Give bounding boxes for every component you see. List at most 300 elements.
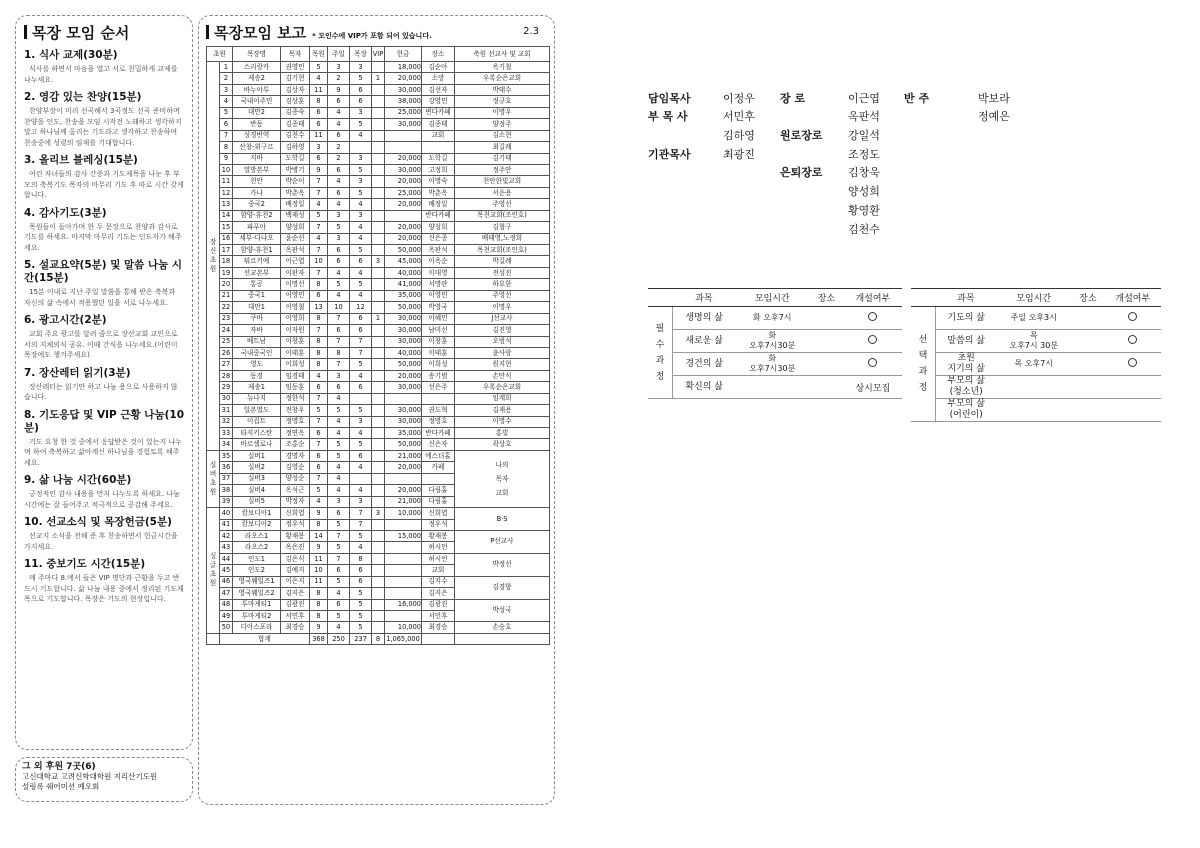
officer-name: 조정도 (848, 148, 880, 161)
report-cell: 23 (220, 313, 233, 324)
report-cell: 4 (328, 176, 350, 187)
report-cell (372, 576, 385, 587)
course-subject: 생명의 삶 (673, 307, 736, 330)
report-cell: 오범석 (455, 336, 550, 347)
officer-name: 옥판석 (848, 110, 880, 123)
report-total-row (207, 633, 550, 644)
report-cell: 교회 (422, 565, 455, 576)
report-cell: 37 (220, 473, 233, 484)
report-cell: 박순이 (281, 176, 310, 187)
role-label: 원로장로 (780, 129, 823, 142)
order-section (24, 409, 184, 469)
course-place (1071, 307, 1104, 330)
report-cell: 30,000 (385, 405, 422, 416)
report-cell: 곽상호 (455, 439, 550, 450)
report-table (206, 46, 550, 645)
report-cell: 실버2 (233, 462, 281, 473)
report-cell: 34 (220, 439, 233, 450)
report-cell: 통공 (233, 279, 281, 290)
report-cell: 천안 (233, 176, 281, 187)
report-cell: 정주안 (455, 164, 550, 175)
report-cell: 38,000 (385, 96, 422, 107)
report-cell: 반다카페 (422, 210, 455, 221)
report-cell: 캄보디아2 (233, 519, 281, 530)
report-cell (372, 611, 385, 622)
report-cell: 중국1 (233, 290, 281, 301)
report-cell: 김지은 (422, 588, 455, 599)
report-cell (372, 245, 385, 256)
total-cell: 368 (310, 633, 328, 644)
report-cell: 10,000 (385, 508, 422, 519)
report-row (207, 347, 550, 358)
report-cell: 48 (220, 599, 233, 610)
report-cell: 김지은 (281, 588, 310, 599)
report-cell: 신희엽 (422, 508, 455, 519)
course-time (735, 376, 809, 399)
course-open-status (1105, 307, 1161, 330)
open-circle-icon (1128, 358, 1137, 367)
report-cell: 이명우 (455, 107, 550, 118)
report-row (207, 370, 550, 381)
report-cell: 옥판석 (281, 245, 310, 256)
report-cell: 30,000 (385, 164, 422, 175)
report-row (207, 553, 550, 564)
report-cell: 실버1 (233, 450, 281, 461)
course-place (809, 353, 844, 376)
report-row (207, 130, 550, 141)
course-time: 화 오후7시30분 (735, 353, 809, 376)
report-cell: 김은식 (281, 553, 310, 564)
sponsor-line: 고신대학교 고려신학대학원 지리산기도원 (22, 772, 158, 781)
report-cell: 11 (310, 130, 328, 141)
course-time: 목 오후7시 (996, 353, 1071, 376)
report-cell: 5 (350, 588, 372, 599)
report-cell: 3 (350, 62, 372, 73)
report-cell: 손만식 (455, 370, 550, 381)
course-row (911, 399, 1161, 422)
report-cell: 이태훈 (422, 347, 455, 358)
report-cell: 5 (328, 611, 350, 622)
report-row (207, 450, 550, 461)
report-row (207, 62, 550, 73)
report-cell: 4 (310, 370, 328, 381)
course-row (911, 330, 1161, 353)
report-cell: 25 (220, 336, 233, 347)
report-cell: 6 (328, 245, 350, 256)
report-cell: 3 (328, 233, 350, 244)
report-cell: 3 (372, 256, 385, 267)
report-cell: 35 (220, 450, 233, 461)
sponsor-line: 설링록 쉐어미션 예오회 (22, 782, 100, 791)
order-section (24, 516, 184, 552)
report-cell: 18 (220, 256, 233, 267)
report-cell: 38 (220, 485, 233, 496)
course-open-status (1105, 330, 1161, 353)
course-subject: 경건의 삶 (673, 353, 736, 376)
report-cell: 교회 (422, 130, 455, 141)
report-cell: 함양-휴천1 (233, 245, 281, 256)
order-section-heading: 7. 장산레터 읽기(3분) (24, 366, 131, 379)
zone-label: 실 버 초 원 (207, 450, 220, 507)
report-cell: 열방본부 (233, 164, 281, 175)
course-subject: 부모의 삶 (청소년) (936, 376, 997, 399)
report-cell: 스리랑카 (233, 62, 281, 73)
report-cell: 4 (350, 485, 372, 496)
report-panel (198, 15, 555, 805)
course-place (1071, 399, 1104, 422)
report-cell: 7 (328, 553, 350, 564)
report-cell: 4 (310, 199, 328, 210)
report-cell: 22 (220, 302, 233, 313)
course-time (996, 376, 1071, 399)
report-cell: 박정선 (455, 553, 550, 576)
report-cell: 도학길 (422, 153, 455, 164)
report-cell: 5 (328, 542, 350, 553)
report-cell: 20,000 (385, 222, 422, 233)
report-cell: 박병기 (281, 164, 310, 175)
report-cell: 서민후 (281, 611, 310, 622)
open-circle-icon (1128, 335, 1137, 344)
report-cell: 6 (350, 96, 372, 107)
report-cell: 11 (310, 84, 328, 95)
report-cell: 일본열도 (233, 405, 281, 416)
report-row (207, 73, 550, 84)
report-header-cell: 축원 선교사 및 교회 (455, 47, 550, 62)
course-time: 화 오후7시 (735, 307, 809, 330)
order-section-body: 어린 자녀들의 감사 간증과 기도제목을 나눈 후 부모의 축복기도 목자의 마무리 기도 후 따로 시간 갖게 합니다. (24, 170, 184, 199)
report-cell: 6 (350, 325, 372, 336)
report-cell: 에스더홀 (422, 450, 455, 461)
report-cell: 정우석 (281, 519, 310, 530)
report-cell: 45 (220, 565, 233, 576)
report-cell: 타지키스탄 (233, 428, 281, 439)
report-cell: 4 (310, 496, 328, 507)
report-cell: 배정일 (422, 199, 455, 210)
report-cell: 4 (328, 428, 350, 439)
report-row (207, 508, 550, 519)
officer-name: 김천수 (848, 223, 880, 236)
course-row (911, 307, 1161, 330)
report-header-cell: 목자 (281, 47, 310, 62)
report-cell: 4 (220, 96, 233, 107)
report-cell: 도학길 (281, 153, 310, 164)
report-cell: 8 (328, 347, 350, 358)
course-group-label: 필 수 과 정 (648, 307, 673, 399)
report-cell (372, 107, 385, 118)
officer-name: 박보라 (978, 92, 1010, 105)
report-cell: 5 (328, 519, 350, 530)
report-cell: 실버4 (233, 485, 281, 496)
report-cell: 허시언 (422, 553, 455, 564)
report-cell: 신희엽 (281, 508, 310, 519)
open-circle-icon (868, 335, 877, 344)
report-cell (372, 359, 385, 370)
report-cell: 41 (220, 519, 233, 530)
report-cell (372, 199, 385, 210)
report-cell: 20,000 (385, 233, 422, 244)
zone-label: 싱 글 초 원 (207, 508, 220, 634)
report-cell: 30,000 (385, 382, 422, 393)
report-cell: 19 (220, 267, 233, 278)
report-cell: 이집트 (233, 416, 281, 427)
report-cell: 8 (310, 347, 328, 358)
report-row (207, 119, 550, 130)
report-cell: 김종숙 (281, 107, 310, 118)
report-cell: 박영국 (422, 302, 455, 313)
role-label: 은퇴장로 (780, 166, 823, 179)
report-cell (372, 290, 385, 301)
report-cell: 41,000 (385, 279, 422, 290)
report-cell: 천안한빛교회 (455, 176, 550, 187)
report-cell: 서명란 (422, 279, 455, 290)
report-cell: 5 (328, 576, 350, 587)
report-cell: 홍빛 (455, 428, 550, 439)
report-cell: 4 (350, 233, 372, 244)
report-cell: 7 (310, 325, 328, 336)
report-cell: 5 (350, 359, 372, 370)
course-subject: 기도의 삶 (936, 307, 997, 330)
order-section-heading: 3. 올리브 블레싱(15분) (24, 154, 138, 166)
report-cell: 5 (328, 450, 350, 461)
report-cell: 목천교회(조인호) (455, 245, 550, 256)
report-cell: 디아스포라 (233, 622, 281, 633)
report-cell: 대만1 (233, 302, 281, 313)
report-cell (350, 473, 372, 484)
report-row (207, 622, 550, 633)
report-cell: 32 (220, 416, 233, 427)
report-cell: 5 (310, 485, 328, 496)
report-cell: 라오스2 (233, 542, 281, 553)
report-cell: 40,000 (385, 347, 422, 358)
report-cell: 7 (310, 439, 328, 450)
order-section-heading: 2. 영감 있는 찬양(15분) (24, 91, 142, 103)
report-cell: 7 (328, 336, 350, 347)
report-cell: 이옥순 (422, 256, 455, 267)
report-cell: 30,000 (385, 416, 422, 427)
report-cell: 정연옥 (281, 428, 310, 439)
report-cell: 5 (328, 222, 350, 233)
course-open-status (1105, 376, 1161, 399)
report-cell: 우록순은교회 (455, 382, 550, 393)
report-cell: 7 (350, 336, 372, 347)
report-cell: 투마게티1 (233, 599, 281, 610)
report-cell: 8 (310, 611, 328, 622)
report-cell: 이창훈 (281, 336, 310, 347)
report-cell: 다림홀 (422, 485, 455, 496)
order-section (24, 154, 184, 201)
report-row (207, 416, 550, 427)
report-cell: 30,000 (385, 336, 422, 347)
total-cell: 237 (350, 633, 372, 644)
report-cell: 5 (350, 187, 372, 198)
report-row (207, 233, 550, 244)
report-cell: 허시언 (422, 542, 455, 553)
course-place (1071, 330, 1104, 353)
report-cell: 송기범 (422, 370, 455, 381)
report-cell: 47 (220, 588, 233, 599)
report-cell (372, 599, 385, 610)
report-cell: 가나 (233, 187, 281, 198)
report-cell: 이희성 (281, 359, 310, 370)
report-cell: 동경 (233, 370, 281, 381)
report-cell: 4 (328, 267, 350, 278)
report-cell: 3 (310, 142, 328, 153)
report-cell: 박춘옥 (281, 187, 310, 198)
report-cell: 20,000 (385, 199, 422, 210)
report-cell: 20,000 (385, 462, 422, 473)
report-cell: 박정자 (281, 496, 310, 507)
order-section-heading: 6. 광고시간(2분) (24, 314, 107, 326)
report-cell: 40,000 (385, 267, 422, 278)
report-cell: 선교본부 (233, 267, 281, 278)
report-cell: 양정주 (455, 119, 550, 130)
report-cell: 5 (350, 245, 372, 256)
report-row (207, 393, 550, 404)
report-cell: 5 (350, 405, 372, 416)
report-cell: 박춘옥 (422, 187, 455, 198)
course-header: 모임시간 (735, 289, 809, 307)
report-row (207, 405, 550, 416)
report-cell: 5 (350, 530, 372, 541)
report-cell: 김소현 (455, 130, 550, 141)
report-cell (372, 485, 385, 496)
total-cell (455, 633, 550, 644)
report-cell: 김상훈 (281, 96, 310, 107)
report-cell: 6 (328, 96, 350, 107)
report-cell: 다림홀 (422, 496, 455, 507)
report-cell (372, 279, 385, 290)
report-cell: 김광진 (281, 599, 310, 610)
report-cell: 4 (350, 199, 372, 210)
report-cell: 45,000 (385, 256, 422, 267)
report-cell: 영국웨일즈1 (233, 576, 281, 587)
report-cell: 4 (350, 267, 372, 278)
report-cell: 46 (220, 576, 233, 587)
report-cell: 9 (310, 164, 328, 175)
report-cell: 임계희 (455, 393, 550, 404)
report-cell: 3 (372, 508, 385, 519)
report-cell: 이명우 (455, 302, 550, 313)
officer-name: 김하영 (723, 129, 755, 142)
report-cell: 5 (328, 279, 350, 290)
report-cell: 투마게티2 (233, 611, 281, 622)
course-header: 모임시간 (996, 289, 1071, 307)
report-cell: 4 (328, 622, 350, 633)
report-cell: 나의 목자 교회 (455, 450, 550, 507)
report-cell: 바누아투 (233, 84, 281, 95)
report-cell: 2 (328, 153, 350, 164)
report-cell: 산창-위구르 (233, 142, 281, 153)
report-cell (385, 553, 422, 564)
course-subject: 초원 지기의 삶 (936, 353, 997, 376)
report-cell: 박길례 (455, 256, 550, 267)
total-cell: 1,065,000 (385, 633, 422, 644)
report-cell: 49 (220, 611, 233, 622)
report-cell: 10 (220, 164, 233, 175)
report-cell: 윤사랑 (455, 347, 550, 358)
report-cell: 5 (220, 107, 233, 118)
report-cell: 6 (328, 599, 350, 610)
report-cell: 20,000 (385, 485, 422, 496)
report-cell: 6 (328, 508, 350, 519)
report-row (207, 164, 550, 175)
report-cell: 우록순은교회 (455, 73, 550, 84)
course-header: 장소 (809, 289, 844, 307)
report-cell: 8 (310, 279, 328, 290)
report-cell: 김영순 (281, 462, 310, 473)
course-place (1071, 353, 1104, 376)
report-cell: 5 (328, 439, 350, 450)
report-cell: 7 (310, 187, 328, 198)
report-cell (372, 428, 385, 439)
report-row (207, 153, 550, 164)
report-cell: 자바 (233, 325, 281, 336)
report-cell (372, 267, 385, 278)
report-cell: 김순아 (422, 62, 455, 73)
report-cell: 김지수 (422, 576, 455, 587)
report-cell: 경명자 (281, 450, 310, 461)
course-open-status (844, 353, 902, 376)
role-label: 부 목 사 (648, 110, 688, 123)
report-cell: 50,000 (385, 245, 422, 256)
course-header: 개설여부 (844, 289, 902, 307)
report-cell: 30,000 (385, 325, 422, 336)
report-cell (372, 462, 385, 473)
report-cell (372, 370, 385, 381)
report-cell (372, 588, 385, 599)
report-cell (350, 142, 372, 153)
report-cell: 21 (220, 290, 233, 301)
report-cell: 6 (310, 119, 328, 130)
report-cell: 6 (310, 382, 328, 393)
report-cell: 3 (350, 107, 372, 118)
report-cell: 30,000 (385, 84, 422, 95)
report-cell (372, 176, 385, 187)
order-section-heading: 5. 설교요약(5분) 및 말씀 나눔 시간(15분) (24, 259, 183, 284)
report-cell: 이영희 (281, 313, 310, 324)
report-cell (372, 62, 385, 73)
report-cell: 12 (220, 187, 233, 198)
report-cell: 이영철 (281, 302, 310, 313)
meeting-order-panel (15, 15, 193, 750)
report-cell: 4 (350, 428, 372, 439)
course-subject: 새로운 삶 (673, 330, 736, 353)
order-section-body: 15분 이내로 지난 주일 말씀을 통해 받은 축복과 자신의 삶 속에서 적용했던 일을 서로 나누세요. (24, 288, 176, 307)
order-section-heading: 10. 선교소식 및 목장헌금(5분) (24, 516, 172, 528)
officer-name: 최광진 (723, 148, 755, 161)
report-cell: 7 (310, 267, 328, 278)
report-cell: 서운용 (455, 187, 550, 198)
course-header: 과목 (673, 289, 736, 307)
report-cell: 변다카페 (422, 107, 455, 118)
report-cell: 4 (328, 290, 350, 301)
report-cell: 이자원 (281, 325, 310, 336)
report-cell: P선교사 (455, 530, 550, 553)
report-cell: 박성국 (455, 599, 550, 622)
report-cell: 25,000 (385, 187, 422, 198)
report-cell: 29 (220, 382, 233, 393)
course-subject: 확신의 삶 (673, 376, 736, 399)
report-cell: 7 (328, 530, 350, 541)
report-cell: 베트남 (233, 336, 281, 347)
report-cell: 캄보디아1 (233, 508, 281, 519)
report-cell (372, 153, 385, 164)
officer-name: 강일석 (848, 129, 880, 142)
report-cell: 이근엽 (281, 256, 310, 267)
report-cell: 옥석근 (281, 485, 310, 496)
report-cell: 임동훈 (281, 382, 310, 393)
report-cell: 7 (310, 176, 328, 187)
